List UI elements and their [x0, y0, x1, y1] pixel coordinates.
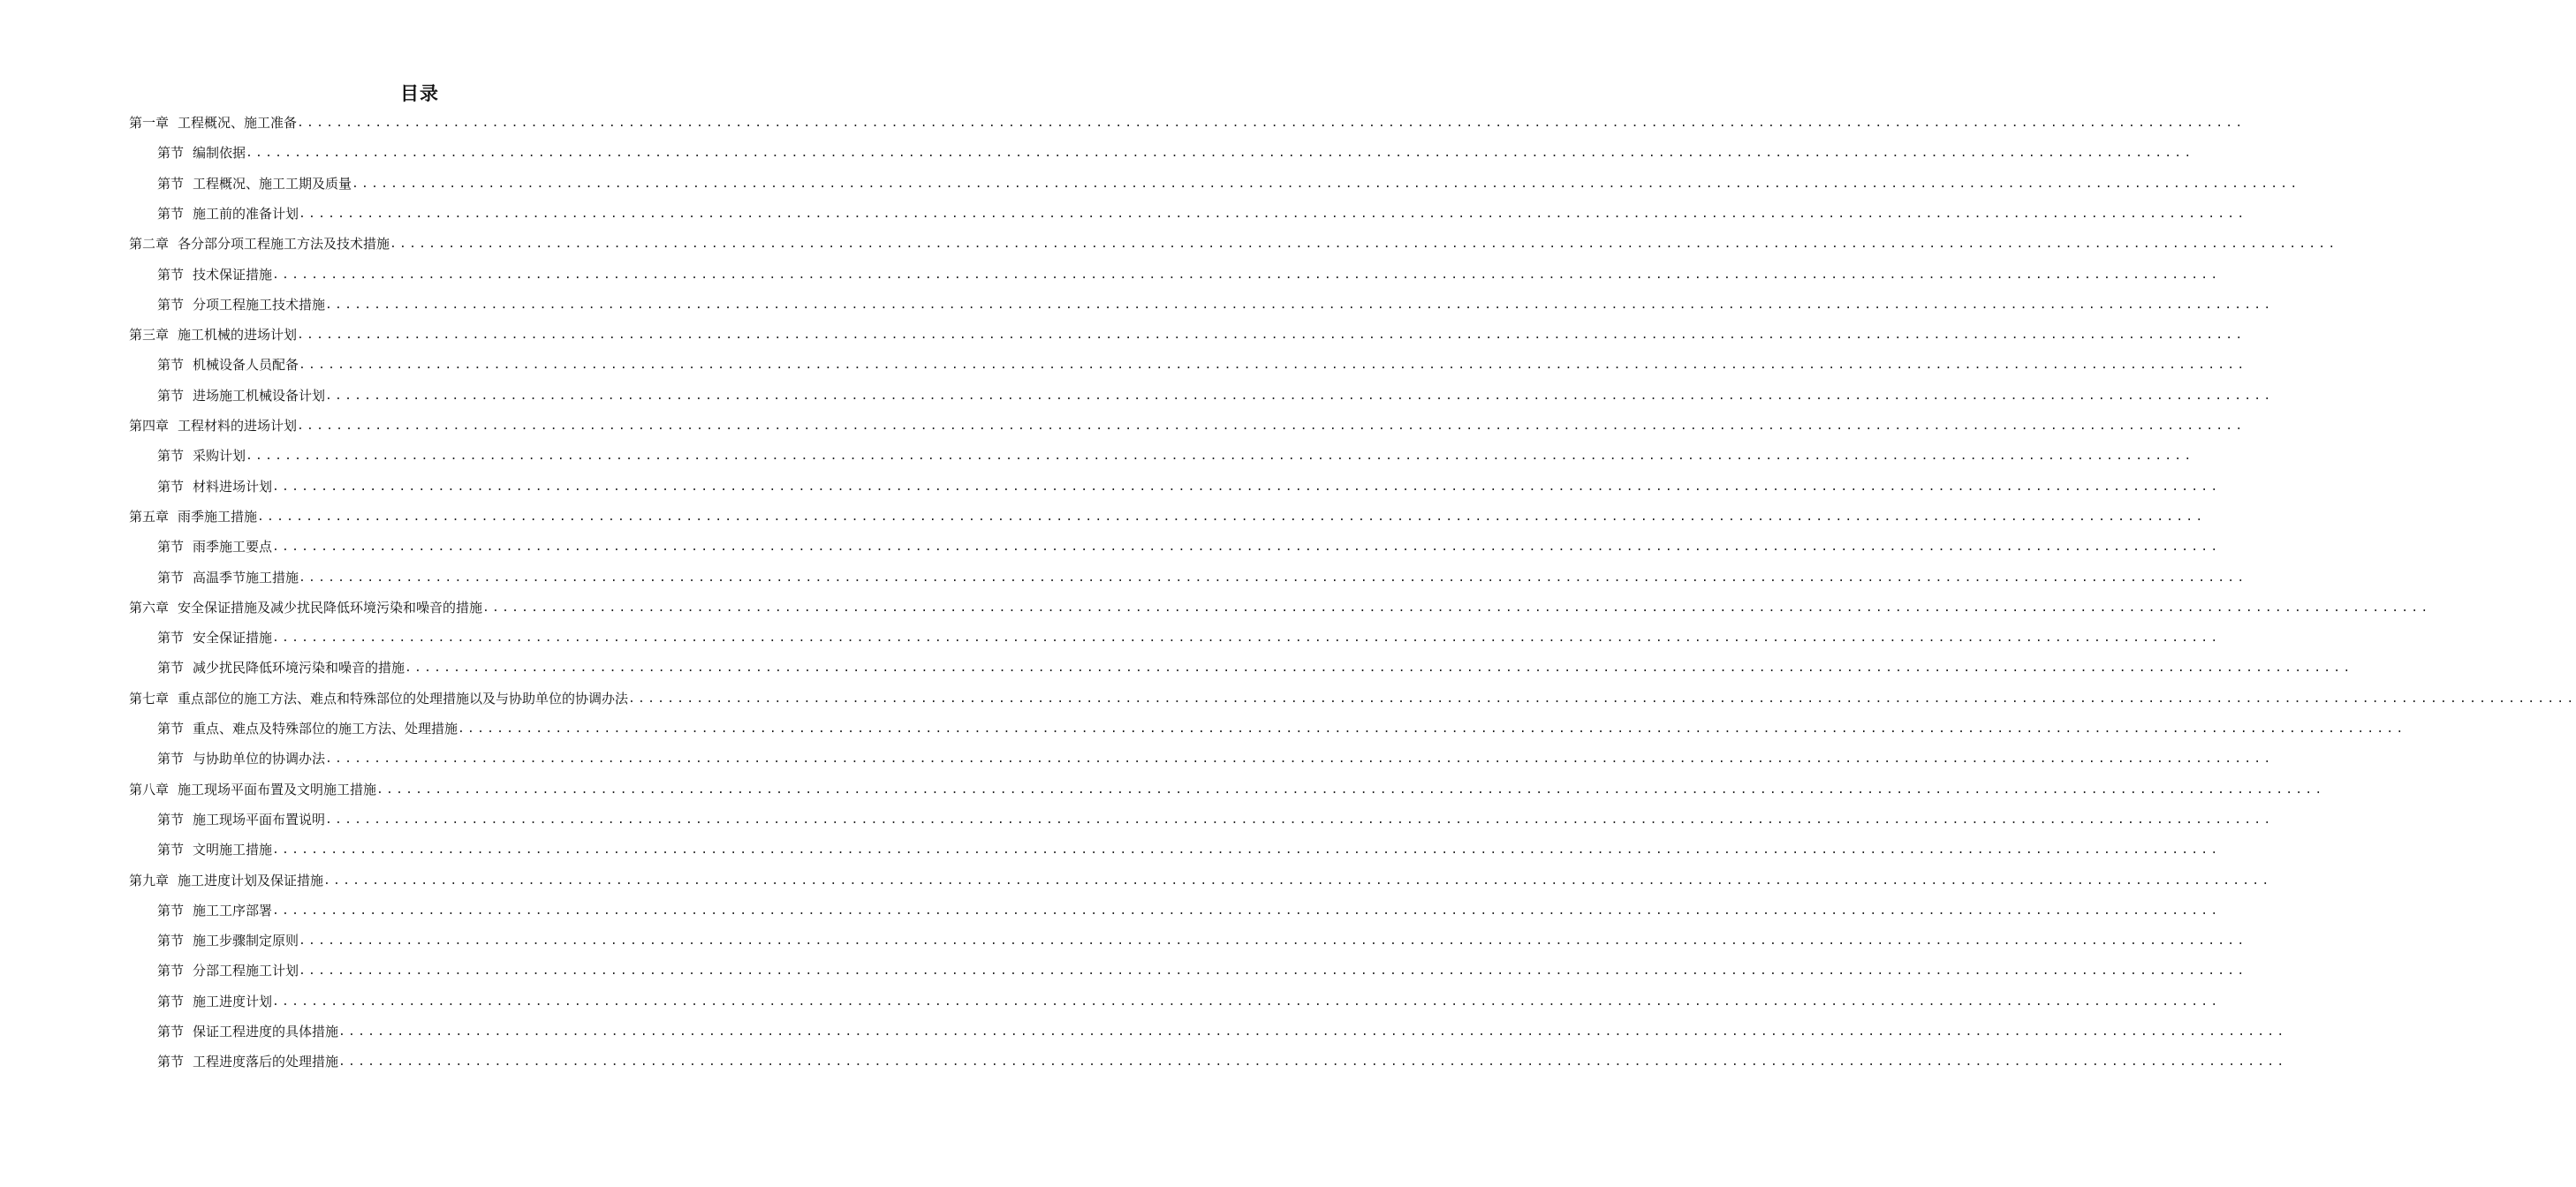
dot-leader: ........................................................................................................................................................................................................ — [297, 420, 2246, 433]
toc-entry-prefix: 第节 — [157, 811, 185, 828]
toc-entry-label — [157, 539, 272, 555]
toc-section-entry[interactable] — [157, 293, 2274, 313]
toc-entry-prefix: 第四章 — [129, 418, 170, 434]
toc-entry-prefix: 第节 — [157, 751, 185, 767]
toc-entry-prefix: 第节 — [157, 145, 185, 162]
toc-entry-text: 编制依据 — [193, 145, 246, 162]
toc-chapter-entry[interactable] — [129, 505, 2206, 525]
toc-entry-prefix: 第节 — [157, 387, 185, 404]
toc-entry-text: 施工进度计划及保证措施 — [178, 872, 324, 888]
toc-entry-text: 安全保证措施 — [193, 630, 273, 646]
toc-section-entry[interactable] — [157, 959, 2247, 979]
toc-entry-text: 采购计划 — [193, 448, 246, 465]
dot-leader: ........................................................................................................................................................................................................ — [299, 934, 2247, 949]
toc-entry-prefix: 第节 — [157, 660, 185, 677]
toc-section-entry[interactable] — [157, 475, 2221, 495]
toc-entry-label — [157, 1024, 338, 1040]
toc-entry-prefix: 第节 — [157, 1054, 185, 1070]
dot-leader: ........................................................................................................................................................................................................ — [299, 964, 2247, 979]
toc-section-entry[interactable] — [157, 353, 2247, 374]
toc-entry-text: 高温季节施工措施 — [193, 569, 299, 586]
dot-leader: ........................................................................................................................................................................................................ — [628, 692, 2576, 706]
toc-entry-text: 与协助单位的协调办法 — [193, 751, 326, 767]
toc-section-entry[interactable] — [157, 626, 2221, 646]
toc-section-entry[interactable] — [157, 1020, 2287, 1040]
toc-entry-text: 分部工程施工计划 — [193, 963, 299, 979]
toc-entry-label — [157, 812, 325, 828]
toc-section-entry[interactable] — [157, 384, 2274, 404]
toc-section-entry[interactable] — [157, 929, 2247, 949]
toc-entry-label — [157, 176, 352, 192]
toc-entry-prefix: 第节 — [157, 933, 185, 949]
dot-leader: ........................................................................................................................................................................................................ — [299, 359, 2247, 373]
toc-section-entry[interactable] — [157, 444, 2194, 465]
toc-entry-label — [157, 297, 325, 313]
dot-leader: ........................................................................................................................................................................................................ — [246, 450, 2194, 464]
toc-entry-prefix: 第节 — [157, 630, 185, 646]
toc-entry-prefix: 第五章 — [129, 508, 170, 525]
toc-entry-label — [129, 115, 297, 131]
toc-entry-text: 施工机械的进场计划 — [178, 327, 298, 344]
dot-leader: ........................................................................................................................................................................................................ — [272, 541, 2221, 555]
toc-entry-prefix: 第节 — [157, 205, 185, 222]
toc-entry-prefix: 第节 — [157, 963, 185, 979]
dot-leader: ........................................................................................................................................................................................................ — [257, 510, 2206, 524]
toc-entry-prefix: 第二章 — [129, 236, 170, 253]
toc-entry-label — [157, 721, 458, 737]
toc-entry-text: 施工前的准备计划 — [193, 205, 299, 222]
toc-entry-text: 减少扰民降低环境污染和噪音的措施 — [193, 660, 405, 677]
dot-leader: ........................................................................................................................................................................................................ — [272, 268, 2221, 282]
toc-entry-prefix: 第节 — [157, 478, 185, 495]
toc-entry-label — [157, 933, 299, 949]
toc-entry-prefix: 第节 — [157, 1024, 185, 1040]
toc-chapter-entry[interactable] — [129, 778, 2325, 798]
toc-entry-text: 材料进场计划 — [193, 478, 273, 495]
toc-entry-prefix: 第节 — [157, 296, 185, 313]
dot-leader: ........................................................................................................................................................................................................ — [325, 389, 2274, 403]
toc-entry-label — [129, 691, 628, 707]
toc-entry-label — [157, 903, 272, 919]
toc-entry-label — [157, 145, 246, 161]
toc-entry-label — [157, 357, 299, 373]
toc-entry-prefix: 第节 — [157, 539, 185, 556]
toc-entry-prefix: 第三章 — [129, 327, 170, 344]
toc-entry-text: 分项工程施工技术措施 — [193, 296, 326, 313]
toc-entry-prefix: 第节 — [157, 357, 185, 374]
toc-entry-text: 施工工序部署 — [193, 902, 273, 919]
toc-section-entry[interactable] — [157, 535, 2221, 556]
toc-entry-label — [157, 479, 272, 495]
toc-entry-text: 工程概况、施工工期及质量 — [193, 175, 352, 192]
toc-entry-label — [129, 418, 297, 434]
toc-section-entry[interactable] — [157, 838, 2221, 858]
dot-leader: ........................................................................................................................................................................................................ — [405, 662, 2353, 676]
dot-leader: ........................................................................................................................................................................................................ — [297, 329, 2246, 343]
dot-leader: ........................................................................................................................................................................................................ — [297, 117, 2246, 130]
toc-section-entry[interactable] — [157, 141, 2194, 162]
toc-entry-prefix: 第六章 — [129, 599, 170, 616]
toc-entry-text: 机械设备人员配备 — [193, 357, 299, 374]
dot-leader: ........................................................................................................................................................................................................ — [272, 903, 2221, 918]
toc-entry-label — [157, 388, 325, 404]
toc-entry-text: 施工进度计划 — [193, 993, 273, 1009]
toc-entry-label — [157, 963, 299, 979]
toc-entry-text: 施工现场平面布置说明 — [193, 811, 326, 828]
toc-chapter-entry[interactable] — [129, 596, 2431, 616]
dot-leader: ........................................................................................................................................................................................................ — [390, 238, 2338, 252]
toc-section-entry[interactable] — [157, 717, 2406, 737]
toc-entry-text: 雨季施工要点 — [193, 539, 273, 556]
dot-leader: ........................................................................................................................................................................................................ — [299, 571, 2247, 585]
toc-entry-text: 安全保证措施及减少扰民降低环境污染和噪音的措施 — [178, 599, 483, 616]
dot-leader: ........................................................................................................................................................................................................ — [272, 480, 2221, 494]
toc-title: 目录 — [400, 83, 439, 104]
dot-leader: ........................................................................................................................................................................................................ — [325, 752, 2274, 767]
toc-chapter-entry[interactable] — [129, 687, 2576, 707]
toc-entry-text: 重点部位的施工方法、难点和特殊部位的处理措施以及与协助单位的协调办法 — [178, 690, 629, 707]
dot-leader: ........................................................................................................................................................................................................ — [325, 813, 2274, 827]
toc-section-entry[interactable] — [157, 202, 2247, 222]
toc-entry-label — [157, 660, 405, 676]
toc-entry-label — [157, 448, 246, 464]
dot-leader: ........................................................................................................................................................................................................ — [323, 873, 2272, 888]
toc-entry-prefix: 第七章 — [129, 690, 170, 707]
toc-entry-label — [129, 782, 376, 798]
dot-leader: ........................................................................................................................................................................................................ — [272, 843, 2221, 858]
toc-entry-text: 技术保证措施 — [193, 266, 273, 283]
toc-entry-label — [129, 600, 482, 616]
toc-entry-prefix: 第一章 — [129, 115, 170, 131]
toc-entry-text: 保证工程进度的具体措施 — [193, 1024, 339, 1040]
toc-entry-text: 施工步骤制定原则 — [193, 933, 299, 949]
toc-section-entry[interactable] — [157, 747, 2274, 767]
toc-entry-text: 工程概况、施工准备 — [178, 115, 298, 131]
toc-entry-prefix: 第节 — [157, 175, 185, 192]
toc-entry-prefix: 第九章 — [129, 872, 170, 888]
toc-entry-label — [157, 630, 272, 646]
dot-leader: ........................................................................................................................................................................................................ — [246, 147, 2194, 161]
toc-section-entry[interactable] — [157, 899, 2221, 919]
toc-entry-label — [129, 236, 390, 252]
toc-entry-prefix: 第节 — [157, 721, 185, 737]
toc-chapter-entry[interactable] — [129, 414, 2246, 434]
toc-entry-prefix: 第节 — [157, 993, 185, 1009]
toc-entry-prefix: 第八章 — [129, 781, 170, 798]
toc-section-entry[interactable] — [157, 566, 2247, 586]
toc-entry-text: 雨季施工措施 — [178, 508, 258, 525]
toc-entry-prefix: 第节 — [157, 842, 185, 858]
toc-entry-text: 施工现场平面布置及文明施工措施 — [178, 781, 377, 798]
toc-entry-label — [157, 267, 272, 283]
toc-entry-label — [129, 327, 297, 343]
dot-leader: ........................................................................................................................................................................................................ — [272, 631, 2221, 646]
toc-section-entry[interactable] — [157, 172, 2300, 192]
toc-entry-label — [157, 1054, 338, 1070]
toc-section-entry[interactable] — [157, 808, 2274, 828]
toc-entry-label — [157, 751, 325, 767]
toc-entry-prefix: 第节 — [157, 448, 185, 465]
toc-entry-label — [157, 994, 272, 1009]
dot-leader: ........................................................................................................................................................................................................ — [458, 722, 2406, 736]
toc-entry-text: 文明施工措施 — [193, 842, 273, 858]
toc-section-entry[interactable] — [157, 263, 2221, 283]
dot-leader: ........................................................................................................................................................................................................ — [338, 1025, 2287, 1039]
toc-chapter-entry[interactable] — [129, 111, 2246, 131]
dot-leader: ........................................................................................................................................................................................................ — [352, 177, 2300, 191]
toc-entry-text: 工程材料的进场计划 — [178, 418, 298, 434]
toc-chapter-entry[interactable] — [129, 323, 2246, 344]
toc-entry-prefix: 第节 — [157, 569, 185, 586]
toc-entry-label — [157, 842, 272, 858]
dot-leader: ........................................................................................................................................................................................................ — [482, 601, 2431, 615]
dot-leader: ........................................................................................................................................................................................................ — [272, 994, 2221, 1009]
toc-entry-text: 重点、难点及特殊部位的施工方法、处理措施 — [193, 721, 458, 737]
toc-entry-text: 进场施工机械设备计划 — [193, 387, 326, 404]
dot-leader: ........................................................................................................................................................................................................ — [325, 298, 2274, 312]
toc-entry-label — [129, 873, 323, 888]
dot-leader: ........................................................................................................................................................................................................ — [338, 1055, 2287, 1070]
toc-chapter-entry[interactable] — [129, 232, 2338, 253]
dot-leader: ........................................................................................................................................................................................................ — [299, 207, 2247, 221]
toc-entry-label — [157, 206, 299, 222]
toc-section-entry[interactable] — [157, 1050, 2287, 1070]
toc-entry-label — [157, 570, 299, 586]
toc-entry-label — [129, 509, 257, 525]
dot-leader: ........................................................................................................................................................................................................ — [376, 783, 2325, 797]
toc-entry-prefix: 第节 — [157, 902, 185, 919]
toc-entry-text: 工程进度落后的处理措施 — [193, 1054, 339, 1070]
toc-section-entry[interactable] — [157, 656, 2353, 677]
toc-entry-prefix: 第节 — [157, 266, 185, 283]
toc-chapter-entry[interactable] — [129, 869, 2272, 888]
toc-section-entry[interactable] — [157, 990, 2221, 1009]
toc-entry-text: 各分部分项工程施工方法及技术措施 — [178, 236, 390, 253]
